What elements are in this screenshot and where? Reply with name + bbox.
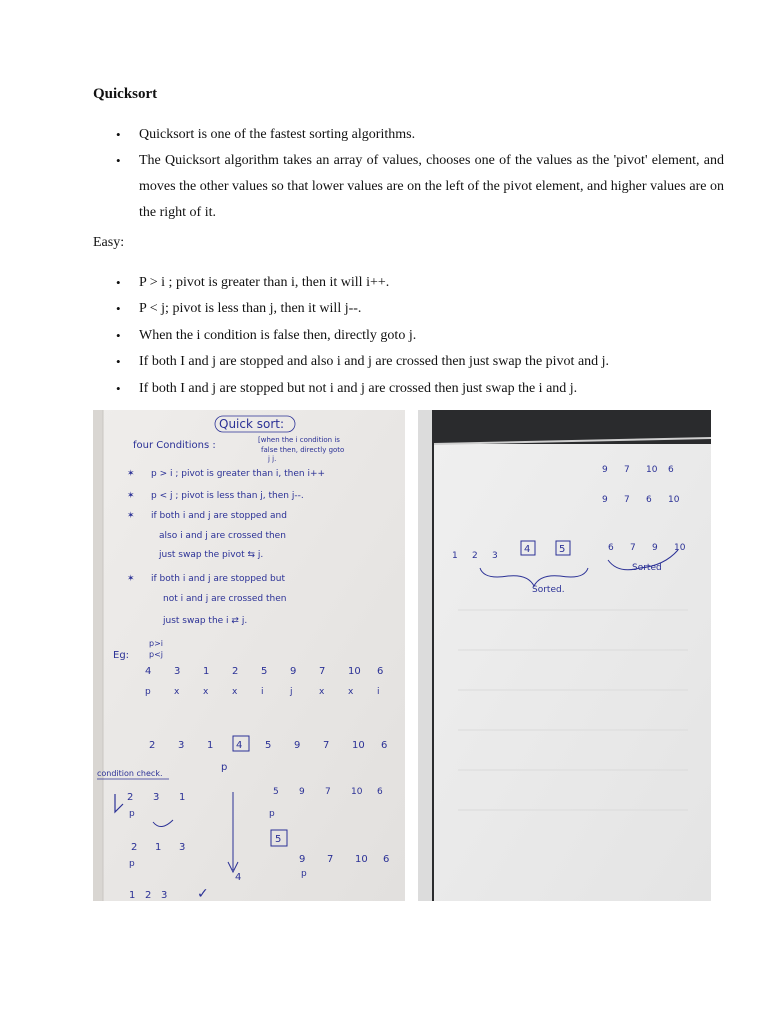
intro-bullet-text: Quicksort is one of the fastest sorting algorithms. — [139, 127, 416, 142]
example-row-1-value: 4 — [145, 666, 152, 677]
example-row-1-value: 2 — [232, 666, 239, 677]
example-row-1-value: 7 — [319, 666, 326, 677]
rule-marker: ✶ — [127, 574, 135, 584]
example-row-2-value: 1 — [207, 740, 214, 751]
example-row-1-value: 6 — [377, 666, 384, 677]
right-row-2-value: 9 — [602, 495, 608, 505]
right-row-3-value: 10 — [674, 543, 686, 553]
bullet-icon: • — [116, 301, 121, 317]
subarray-a-value: 3 — [153, 792, 160, 803]
subarray-c-value: 3 — [161, 890, 168, 901]
example-row-2-value: 4 — [236, 740, 243, 751]
row-2-pivot-mark: p — [221, 762, 228, 773]
easy-bullet-text: If both I and j are stopped and also i and j are crossed then just swap the pivot and j. — [139, 354, 610, 370]
example-row-1-mark: j — [290, 687, 293, 697]
easy-bullet-text: If both I and j are stopped but not i and j are crossed then just swap the i and j. — [139, 380, 578, 396]
sorted-label-left: Sorted. — [532, 585, 565, 595]
intro-bullet-text: The Quicksort algorithm takes an array of values, chooses one of the values as the 'pivot' element, and moves the other values so that lower values are on the left of the pivot element, and higher values are on the right of it. — [139, 153, 724, 220]
notes-rule-line: if both i and j are stopped but — [151, 574, 285, 584]
subarray-d-value: 10 — [351, 787, 363, 797]
example-row-1-value: 5 — [261, 666, 268, 677]
right-row-3-value: 6 — [608, 543, 614, 553]
notes-side-note-line: j j. — [268, 455, 277, 463]
list-item — [93, 122, 724, 148]
bullet-icon: • — [116, 275, 121, 290]
example-row-2-value: 7 — [323, 740, 330, 751]
subarray-c — [129, 890, 167, 901]
right-row-2-value: 10 — [668, 495, 680, 505]
example-row-2-value: 3 — [178, 740, 185, 751]
right-row-1-value: 9 — [602, 465, 608, 475]
subarray-e-value: 10 — [355, 854, 368, 865]
right-sequence-value: 3 — [492, 551, 498, 561]
bullet-icon: • — [116, 380, 121, 396]
example-row-2-value: 5 — [265, 740, 272, 751]
right-row-2-value: 7 — [624, 495, 630, 505]
easy-bullet-text: When the i condition is false then, directly goto j. — [139, 327, 417, 343]
example-row-1-mark: x — [232, 687, 238, 697]
subarray-b-value: 1 — [155, 842, 162, 853]
right-row-3-value: 9 — [652, 543, 658, 553]
sub-a-pivot: p — [129, 809, 135, 819]
bullet-icon: • — [116, 354, 121, 370]
example-row-1-value: 10 — [348, 666, 361, 677]
bullet-icon: • — [116, 327, 121, 343]
example-condition: p>i — [149, 639, 164, 648]
condition-check-label: condition check. — [97, 769, 163, 778]
subarray-b-value: 3 — [179, 842, 186, 853]
list-item — [93, 349, 724, 375]
bullet-icon: • — [116, 127, 121, 142]
subarray-c-value: 1 — [129, 890, 136, 901]
subarray-d-value: 7 — [325, 787, 331, 797]
example-row-1-mark: i — [261, 687, 264, 697]
subarray-a-value: 1 — [179, 792, 186, 803]
example-row-1-value: 1 — [203, 666, 210, 677]
sub-b-pivot: p — [129, 859, 135, 869]
example-row-1-mark: x — [174, 687, 180, 697]
right-sequence-value: 1 — [452, 551, 458, 561]
subarray-e-value: 9 — [299, 854, 306, 865]
example-label: Eg: — [113, 650, 130, 661]
notes-rule-line: just swap the i ⇄ j. — [163, 616, 248, 626]
easy-label: Easy: — [93, 235, 125, 250]
right-row-1-value: 10 — [646, 465, 658, 475]
intro-bullet-list — [93, 122, 724, 226]
easy-bullet-text: P < j; pivot is less than j, then it will j--. — [139, 301, 362, 317]
example-row-1-value: 3 — [174, 666, 181, 677]
example-condition: p<j — [149, 650, 164, 659]
subarray-b-value: 2 — [131, 842, 138, 853]
handwritten-notes-photo-right — [418, 410, 711, 901]
right-sequence-value: 2 — [472, 551, 478, 561]
sorted-label-right: Sorted — [632, 563, 662, 573]
boxed-value: 5 — [275, 834, 282, 845]
subarray-a-value: 2 — [127, 792, 134, 803]
example-row-1-mark: p — [145, 687, 151, 697]
list-item — [93, 148, 724, 226]
page-title: Quicksort — [93, 86, 158, 102]
subarray-d-value: 9 — [299, 787, 305, 797]
notes-svg-left — [93, 410, 405, 901]
arrow-target-value: 4 — [235, 872, 242, 883]
right-boxed-value: 4 — [524, 544, 531, 555]
right-boxed-value: 5 — [559, 544, 566, 555]
example-row-1-mark: x — [348, 687, 354, 697]
right-row-1-value: 6 — [668, 465, 674, 475]
rule-marker: ✶ — [127, 469, 135, 479]
subarray-e-value: 6 — [383, 854, 390, 865]
notes-heading: Quick sort: — [219, 417, 285, 431]
example-row-2-value: 2 — [149, 740, 156, 751]
easy-bullet-text: P > i ; pivot is greater than i, then it will i++. — [139, 275, 390, 290]
sub-d-pivot: p — [269, 809, 275, 819]
notes-rule-line: p < j ; pivot is less than j, then j--. — [151, 491, 304, 501]
right-row-2-value: 6 — [646, 495, 652, 505]
example-row-2-value: 10 — [352, 740, 365, 751]
example-row-1-mark: x — [203, 687, 209, 697]
example-row-2-value: 9 — [294, 740, 301, 751]
subarray-d-value: 6 — [377, 787, 383, 797]
notes-side-note-line: false then, directly goto — [261, 446, 345, 454]
list-item — [93, 296, 724, 322]
example-row-2-value: 6 — [381, 740, 388, 751]
example-row-1-value: 9 — [290, 666, 297, 677]
notes-subheading: four Conditions : — [133, 440, 216, 451]
easy-bullet-list — [93, 270, 724, 402]
check-mark-icon: ✓ — [197, 886, 209, 901]
subarray-c-value: 2 — [145, 890, 152, 901]
subarray-e-value: 7 — [327, 854, 334, 865]
sub-e-pivot: p — [301, 869, 307, 879]
right-row-1-value: 7 — [624, 465, 630, 475]
handwritten-notes-photo-left — [93, 410, 405, 901]
right-row-3-value: 7 — [630, 543, 636, 553]
notes-svg-right — [418, 410, 711, 901]
list-item — [93, 323, 724, 349]
notes-rule-line: not i and j are crossed then — [163, 594, 287, 604]
example-row-1-mark: i — [377, 687, 380, 697]
list-item — [93, 376, 724, 402]
notes-side-note-line: [when the i condition is — [258, 436, 340, 444]
list-item — [93, 270, 724, 296]
subarray-d-value: 5 — [273, 787, 279, 797]
rule-marker: ✶ — [127, 491, 135, 501]
notes-rule-line: also i and j are crossed then — [159, 531, 286, 541]
bullet-icon: • — [116, 153, 121, 168]
notes-rule-line: p > i ; pivot is greater than i, then i++ — [151, 469, 326, 479]
notes-rule-line: if both i and j are stopped and — [151, 511, 287, 521]
rule-marker: ✶ — [127, 511, 135, 521]
notes-rule-line: just swap the pivot ⇆ j. — [159, 550, 264, 560]
example-row-1-mark: x — [319, 687, 325, 697]
